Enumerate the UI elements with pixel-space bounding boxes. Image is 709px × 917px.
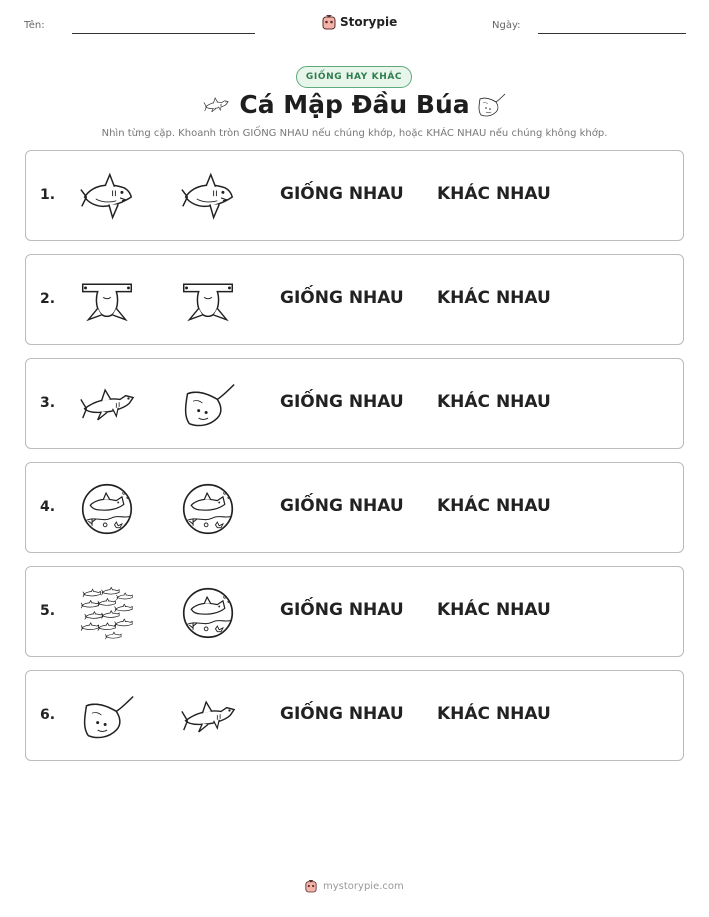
great-white-shark-icon: [79, 169, 135, 225]
shark-circle-scene-icon: [180, 481, 236, 537]
footer-site[interactable]: mystorypie.com: [323, 880, 404, 892]
question-row-2: [25, 254, 684, 345]
different-option[interactable]: KHÁC NHAU: [437, 496, 551, 516]
footer: [305, 879, 404, 893]
different-option[interactable]: KHÁC NHAU: [437, 600, 551, 620]
date-line[interactable]: [538, 33, 686, 34]
question-number: 1.: [40, 187, 56, 203]
question-row-3: [25, 358, 684, 449]
question-number: 3.: [40, 395, 56, 411]
different-option[interactable]: KHÁC NHAU: [437, 704, 551, 724]
shark-circle-scene-icon: [79, 481, 135, 537]
date-label: Ngày:: [492, 20, 521, 31]
great-white-shark-icon: [180, 169, 236, 225]
stingray-icon: [79, 689, 135, 745]
storypie-mascot-icon: [322, 14, 336, 30]
same-option[interactable]: GIỐNG NHAU: [280, 496, 404, 516]
hammerhead-front-icon: [180, 273, 236, 329]
activity-badge: GIỐNG HAY KHÁC: [296, 66, 412, 88]
brand-logo: [322, 14, 397, 30]
instructions: Nhìn từng cặp. Khoanh tròn GIỐNG NHAU nếu chúng khớp, hoặc KHÁC NHAU nếu chúng không khớp.: [101, 128, 608, 139]
same-option[interactable]: GIỐNG NHAU: [280, 184, 404, 204]
stingray-icon: [180, 377, 236, 433]
page-title: Cá Mập Đầu Búa: [239, 90, 470, 119]
question-number: 2.: [40, 291, 56, 307]
shark-school-icon: [79, 585, 135, 641]
same-option[interactable]: GIỐNG NHAU: [280, 600, 404, 620]
question-row-4: [25, 462, 684, 553]
question-row-5: [25, 566, 684, 657]
question-number: 5.: [40, 603, 56, 619]
different-option[interactable]: KHÁC NHAU: [437, 184, 551, 204]
question-number: 6.: [40, 707, 56, 723]
swimming-hammerhead-icon: [180, 689, 236, 745]
different-option[interactable]: KHÁC NHAU: [437, 392, 551, 412]
question-number: 4.: [40, 499, 56, 515]
brand-name: Storypie: [340, 15, 398, 29]
stingray-title-icon: [474, 90, 508, 120]
swimming-hammerhead-icon: [79, 377, 135, 433]
shark-circle-scene-icon: [180, 585, 236, 641]
same-option[interactable]: GIỐNG NHAU: [280, 392, 404, 412]
name-label: Tên:: [24, 20, 45, 31]
same-option[interactable]: GIỐNG NHAU: [280, 704, 404, 724]
hammerhead-front-icon: [79, 273, 135, 329]
name-line[interactable]: [72, 33, 255, 34]
storypie-mascot-icon: [305, 879, 317, 893]
question-row-6: [25, 670, 684, 761]
question-row-1: [25, 150, 684, 241]
different-option[interactable]: KHÁC NHAU: [437, 288, 551, 308]
same-option[interactable]: GIỐNG NHAU: [280, 288, 404, 308]
